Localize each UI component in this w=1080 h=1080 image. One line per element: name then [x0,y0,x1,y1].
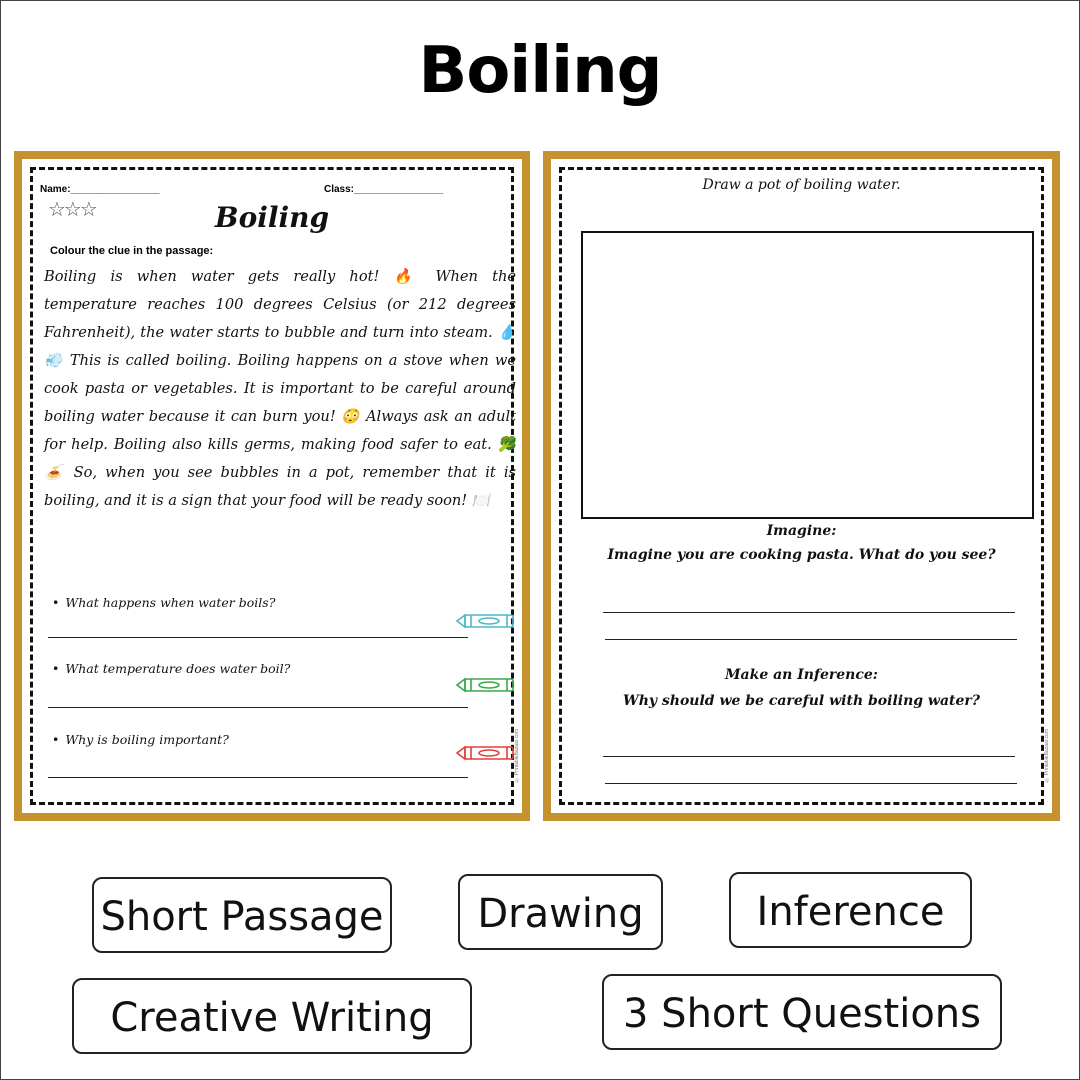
sheet-paper [22,159,522,813]
tag-drawing: Drawing [458,874,663,950]
crayon-icon [456,677,516,693]
tag-inference: Inference [729,872,972,948]
question-text: What temperature does water boil? [65,661,291,676]
crayon-icon [456,613,516,629]
question-item [52,661,290,676]
passage-instruction: Colour the clue in the passage: [50,245,214,257]
class-field-label: Class:________________ [324,184,443,195]
drawing-prompt: Draw a pot of boiling water. [702,177,901,193]
name-field-label: Name:________________ [40,184,160,195]
page-title: Boiling [418,34,662,108]
answer-line[interactable] [48,777,468,778]
question-item [52,595,275,610]
worksheet-page-activities [543,151,1060,821]
answer-line[interactable] [605,783,1017,784]
worksheet-title: Boiling [214,201,330,234]
rating-stars-icon: ☆☆☆ [48,197,96,221]
worksheet-page-passage [14,151,530,821]
answer-line[interactable] [48,637,468,638]
crayon-icon [456,745,516,761]
reading-passage: Boiling is when water gets really hot! 🔥 When the temperature reaches 100 degrees Celsius (or 212 degrees Fahrenheit), the water starts to bubble and turn into steam. 💧 💨 This is called boiling. Boiling happens on a stove when we cook pasta or vegetables. It is important to be careful around boiling water because it can burn you! 😳 Always ask an adult for help. Boiling also kills germs, making food safer to eat. 🥦 🍝 So, when you see bubbles in a pot, remember that it is boiling, and it is a sign that your food will be ready soon! 🍽️ [44,268,516,509]
answer-line[interactable] [603,612,1015,613]
sheet-paper [551,159,1052,813]
answer-line[interactable] [48,707,468,708]
imagine-prompt: Imagine you are cooking pasta. What do you see? [607,547,996,563]
question-text: Why is boiling important? [65,732,229,747]
copyright-mark: © PrintableBazaar.com [514,729,520,783]
bullet: • [52,661,60,676]
copyright-mark: © PrintableBazaar.com [1044,729,1050,783]
tag-creative-writing: Creative Writing [72,978,472,1054]
bullet: • [52,732,60,747]
imagine-heading: Imagine: [766,523,837,539]
answer-line[interactable] [605,639,1017,640]
drawing-box[interactable] [581,231,1034,519]
tag-short-passage: Short Passage [92,877,392,953]
tag-short-questions: 3 Short Questions [602,974,1002,1050]
inference-prompt: Why should we be careful with boiling water? [622,693,981,709]
answer-line[interactable] [603,756,1015,757]
inference-heading: Make an Inference: [725,667,878,683]
question-text: What happens when water boils? [65,595,276,610]
bullet: • [52,595,60,610]
question-item [52,732,229,747]
